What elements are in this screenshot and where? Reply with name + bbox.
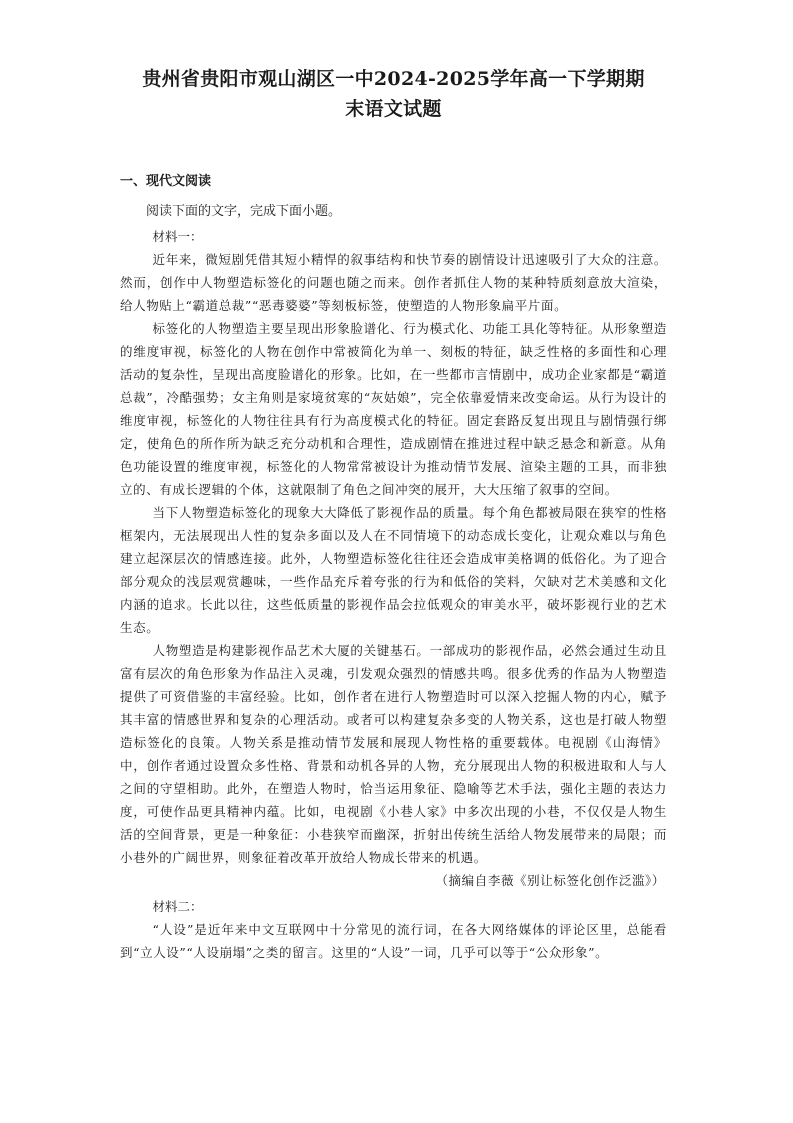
reading-instruction: 阅读下面的文字，完成下面小题。 [146, 204, 342, 219]
document-title [120, 64, 667, 124]
material-1-paragraph: 标签化的人物塑造主要呈现出形象脸谱化、行为模式化、功能工具化等特征。从形象塑造的维度审视，标签化的人物在创作中常被简化为单一、刻板的特征，缺乏性格的多面性和心理活动的复杂性，呈现出高度脸谱化的形象。比如，在一些都市言情剧中，成功企业家都是“霸道总裁”，冷酷强势；女主角则是家境贫寒的“灰姑娘”，完全依靠爱情来改变命运。从行为设计的维度审视，标签化的人物往往具有行为高度模式化的特征。固定套路反复出现且与剧情强行绑定，使角色的所作所为缺乏充分动机和合理性，造成剧情在推进过程中缺乏悬念和新意。从角色功能设置的维度审视，标签化的人物常常被设计为推动情节发展、渲染主题的工具，而非独立的、有成长逻辑的个体，这就限制了角色之间冲突的展开，大大压缩了叙事的空间。 [120, 321, 667, 497]
material-2-label: 材料二： [152, 899, 203, 914]
title-line-2: 末语文试题 [345, 98, 442, 120]
material-2-paragraph: “人设”是近年来中文互联网中十分常见的流行词，在各大网络媒体的评论区里，总能看到“立人设”“人设崩塌”之类的留言。这里的“人设”一词，几乎可以等于“公众形象”。 [120, 922, 667, 960]
material-1-paragraph: 人物塑造是构建影视作品艺术大厦的关键基石。一部成功的影视作品，必然会通过生动且富有层次的角色形象为作品注入灵魂，引发观众强烈的情感共鸣。很多优秀的作品为人物塑造提供了可资借鉴的丰富经验。比如，创作者在进行人物塑造时可以深入挖掘人物的内心，赋予其丰富的情感世界和复杂的心理活动。或者可以构建复杂多变的人物关系，这也是打破人物塑造标签化的良策。人物关系是推动情节发展和展现人物性格的重要载体。电视剧《山海情》中，创作者通过设置众多性格、背景和动机各异的人物，充分展现出人物的积极进取和人与人之间的守望相助。此外，在塑造人物时，恰当运用象征、隐喻等艺术手法，强化主题的表达力度，可使作品更具精神内蕴。比如，电视剧《小巷人家》中多次出现的小巷，不仅仅是人物生活的空间背景，更是一种象征：小巷狭窄而幽深，折射出传统生活给人物发展带来的局限；而小巷外的广阔世界，则象征着改革开放给人物成长带来的机遇。 [120, 643, 667, 865]
section-heading: 一、现代文阅读 [120, 174, 212, 189]
material-1-paragraph: 当下人物塑造标签化的现象大大降低了影视作品的质量。每个角色都被局限在狭窄的性格框架内，无法展现出人性的复杂多面以及人在不同情境下的动态成长变化，让观众难以与角色建立起深层次的情感连接。此外，人物塑造标签化往往还会造成审美格调的低俗化。为了迎合部分观众的浅层观赏趣味，一些作品充斥着夸张的行为和低俗的笑料，欠缺对艺术美感和文化内涵的追求。长此以往，这些低质量的影视作品会拉低观众的审美水平，破坏影视行业的艺术生态。 [120, 505, 667, 635]
material-1-paragraph: 近年来，微短剧凭借其短小精悍的叙事结构和快节奏的剧情设计迅速吸引了大众的注意。然而，创作中人物塑造标签化的问题也随之而来。创作者抓住人物的某种特质刻意放大渲染，给人物贴上“霸道总裁”“恶毒婆婆”等刻板标签，使塑造的人物形象扁平片面。 [120, 252, 667, 313]
material-1-source: （摘编自李薇《别让标签化创作泛滥》） [435, 873, 665, 888]
title-line-1: 贵州省贵阳市观山湖区一中2024-2025学年高一下学期期 [142, 68, 645, 90]
material-1-label: 材料一： [152, 229, 203, 244]
